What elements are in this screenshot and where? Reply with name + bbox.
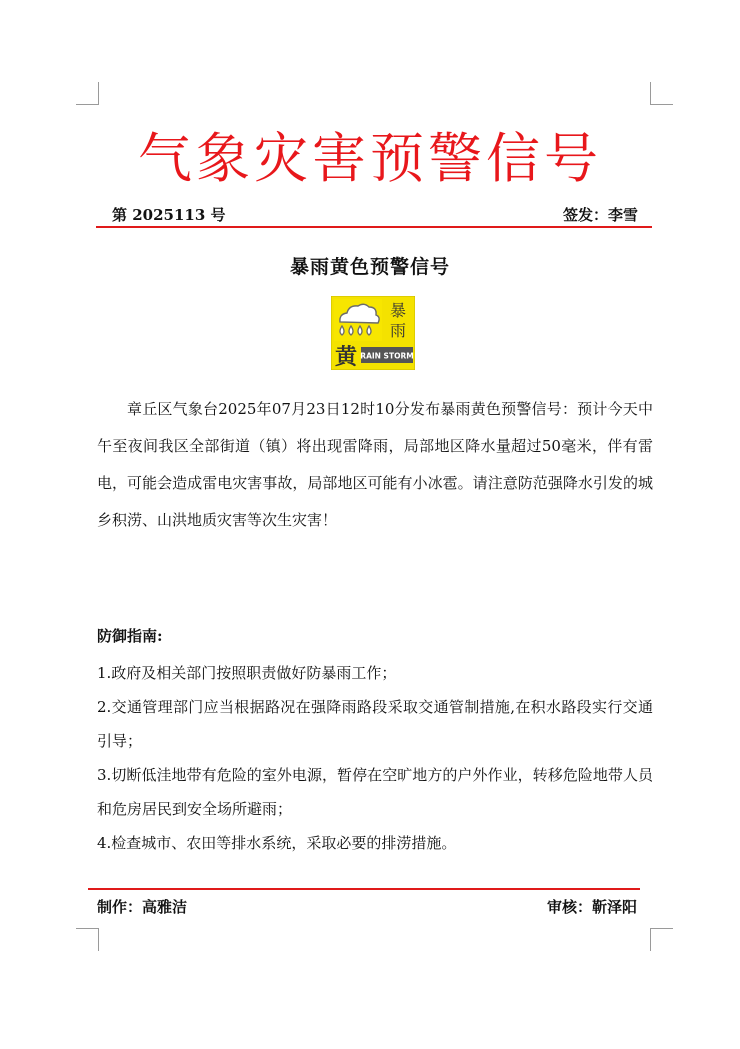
icon-text-huang: 黄 <box>334 345 358 370</box>
crop-mark-top-right <box>650 82 673 105</box>
signer: 签发：李雪 <box>562 206 638 224</box>
rainstorm-yellow-warning-icon <box>331 296 415 370</box>
document-title: 气象灾害预警信号 <box>138 127 602 190</box>
guide-item: 3.切断低洼地带有危险的室外电源，暂停在空旷地方的户外作业，转移危险地带人员和危房居民到安全场所避雨； <box>97 766 653 818</box>
guide-item: 4.检查城市、农田等排水系统，采取必要的排涝措施。 <box>97 834 457 852</box>
crop-mark-bottom-right <box>650 928 673 951</box>
header-divider <box>96 226 652 228</box>
guide-item: 2.交通管理部门应当根据路况在强降雨路段采取交通管制措施,在积水路段实行交通引导； <box>97 698 653 750</box>
crop-mark-bottom-left <box>76 928 99 951</box>
issue-number: 第 2025113 号 <box>112 206 226 224</box>
crop-mark-top-left <box>76 82 99 105</box>
warning-paragraph: 章丘区气象台2025年07月23日12时10分发布暴雨黄色预警信号：预计今天中午至夜间我区全部街道（镇）将出现雷降雨，局部地区降水量超过50毫米，伴有雷电，可能会造成雷电灾害事故，局部地区可能有小冰雹。请注意防范强降水引发的城乡积涝、山洪地质灾害等次生灾害！ <box>97 400 653 529</box>
producer: 制作：高雅洁 <box>97 898 188 916</box>
guide-heading: 防御指南: <box>97 627 163 645</box>
footer-divider <box>88 888 640 890</box>
guide-list <box>97 656 653 860</box>
guide-item: 1.政府及相关部门按照职责做好防暴雨工作； <box>97 664 397 682</box>
issue-row <box>108 204 638 226</box>
footer-row <box>97 894 637 920</box>
icon-text-yu: 雨 <box>389 321 407 340</box>
icon-text-en: RAIN STORM <box>360 351 414 361</box>
reviewer: 审核：靳泽阳 <box>546 898 637 916</box>
icon-text-bao: 暴 <box>389 301 407 320</box>
signal-title: 暴雨黄色预警信号 <box>289 256 450 278</box>
